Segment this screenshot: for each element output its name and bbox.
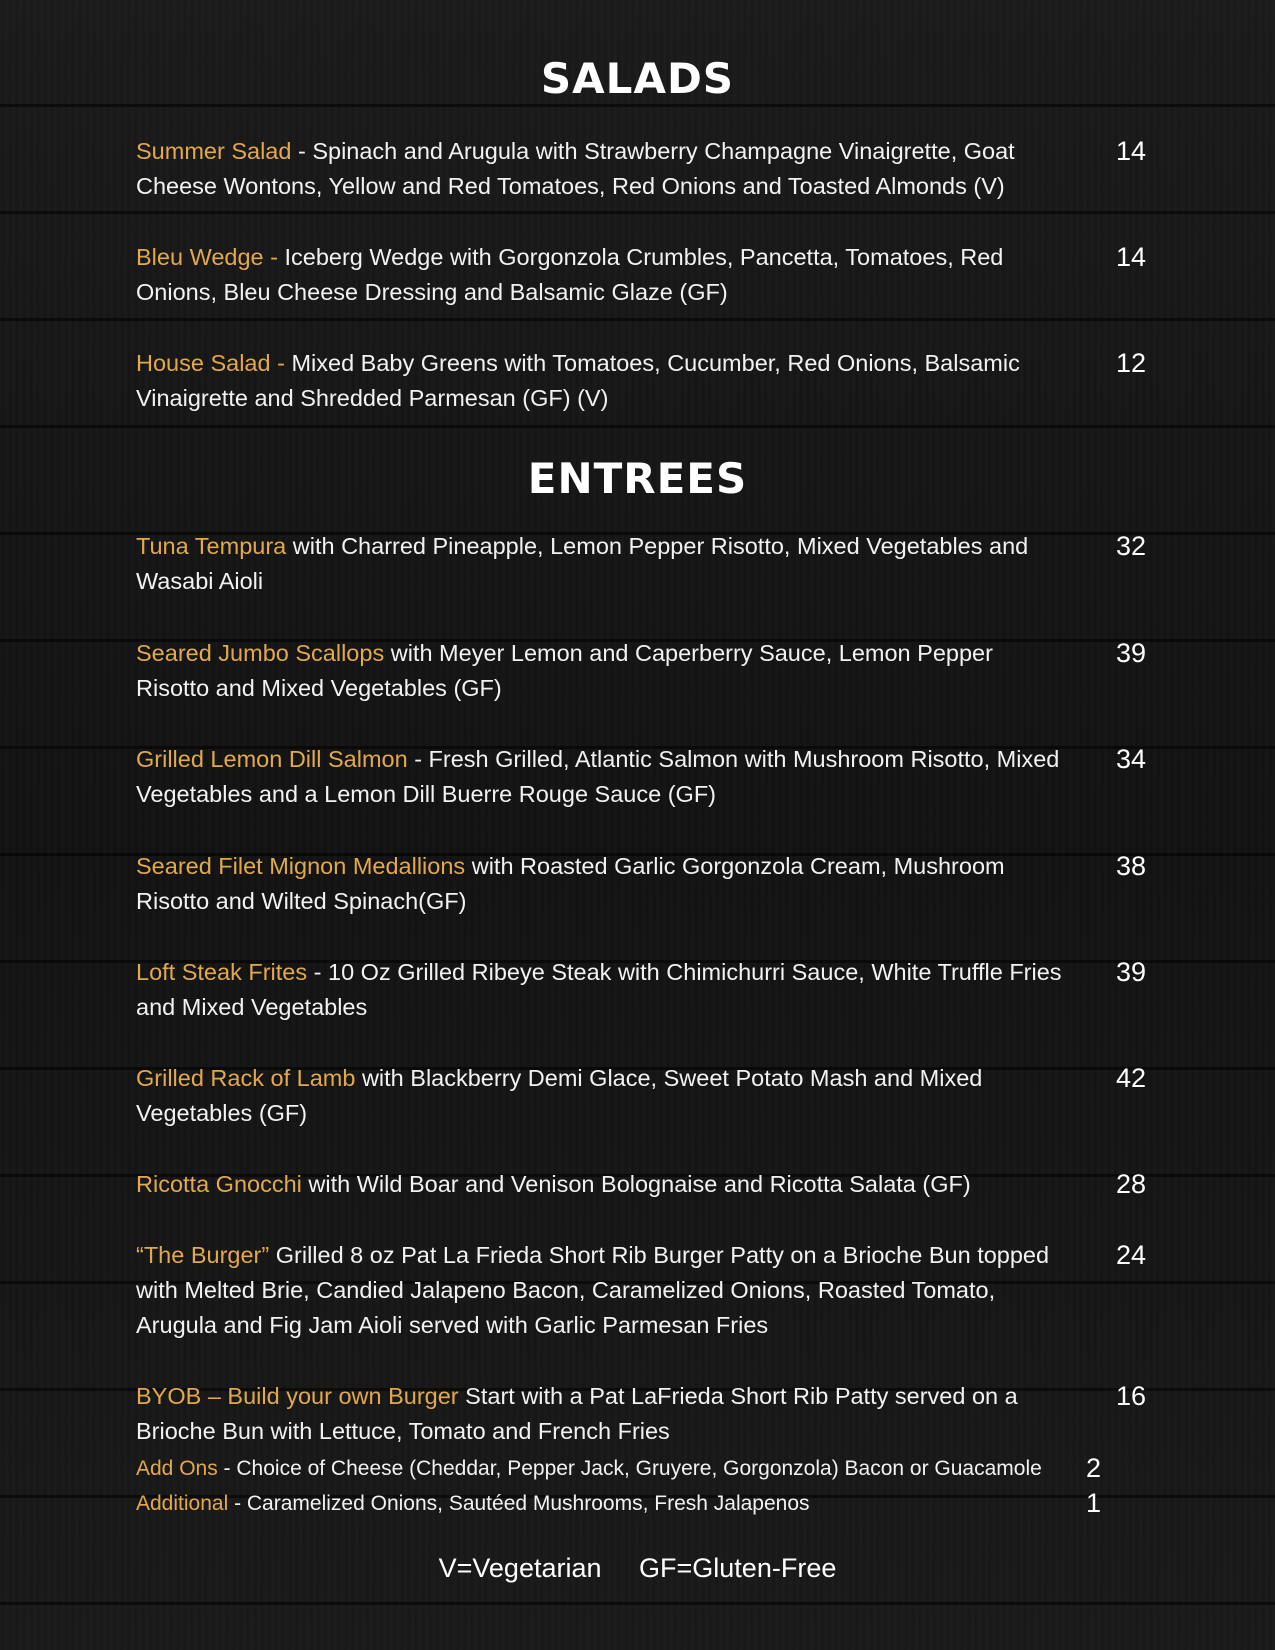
item-description: - Choice of Cheese (Cheddar, Pepper Jack, Gruyere, Gorgonzola) Bacon or Guacamole [217, 1457, 1042, 1480]
item-name: House Salad - [136, 350, 292, 376]
item-name: Grilled Lemon Dill Salmon [136, 746, 408, 772]
item-name: Ricotta Gnocchi [136, 1171, 302, 1197]
item-description: with Charred Pineapple, Lemon Pepper Risotto, Mixed Vegetables and Wasabi Aioli [136, 533, 1029, 594]
item-name: Add Ons [136, 1457, 218, 1480]
item-price: 24 [1115, 1240, 1146, 1270]
item-price: 32 [1115, 531, 1146, 561]
item-price: 39 [1115, 957, 1146, 987]
item-name: “The Burger” [136, 1242, 270, 1268]
item-description: - 10 Oz Grilled Ribeye Steak with Chimichurri Sauce, White Truffle Fries and Mixed Vegetables [136, 959, 1062, 1020]
dietary-legend [0, 1553, 1275, 1584]
item-name: Summer Salad [136, 138, 292, 164]
item-price: 39 [1115, 638, 1146, 668]
item-name: Grilled Rack of Lamb [136, 1065, 356, 1091]
item-description: - Spinach and Arugula with Strawberry Champagne Vinaigrette, Goat Cheese Wontons, Yellow and Red Tomatoes, Red Onions and Toasted Almonds (V) [136, 138, 1015, 199]
item-name: Bleu Wedge - [136, 244, 285, 270]
item-price: 16 [1115, 1381, 1146, 1411]
item-description: Mixed Baby Greens with Tomatoes, Cucumber, Red Onions, Balsamic Vinaigrette and Shredded Parmesan (GF) (V) [136, 350, 1020, 411]
item-description: Start with a Pat LaFrieda Short Rib Patty served on a Brioche Bun with Lettuce, Tomato and French Fries [136, 1383, 1018, 1444]
item-name: Tuna Tempura [136, 533, 287, 559]
item-description: Iceberg Wedge with Gorgonzola Crumbles, Pancetta, Tomatoes, Red Onions, Bleu Cheese Dressing and Balsamic Glaze (GF) [136, 244, 1004, 305]
item-name: Additional [136, 1492, 229, 1515]
item-description: with Wild Boar and Venison Bolognaise and Ricotta Salata (GF) [301, 1171, 971, 1197]
entrees-heading: ENTREES [527, 454, 748, 503]
item-price: 12 [1115, 348, 1146, 378]
item-name: Loft Steak Frites [136, 959, 308, 985]
item-description: - Fresh Grilled, Atlantic Salmon with Mushroom Risotto, Mixed Vegetables and a Lemon Dill Buerre Rouge Sauce (GF) [136, 746, 1060, 807]
item-description: Grilled 8 oz Pat La Frieda Short Rib Burger Patty on a Brioche Bun topped with Melted Brie, Candied Jalapeno Bacon, Caramelized Onions, Roasted Tomato, Arugula and Fig Jam Aioli served with Garlic Parmesan Fries [136, 1242, 1050, 1338]
item-description: with Roasted Garlic Gorgonzola Cream, Mushroom Risotto and Wilted Spinach(GF) [136, 853, 1005, 914]
salads-heading: SALADS [540, 54, 735, 103]
item-price: 38 [1115, 851, 1146, 881]
item-price: 14 [1115, 242, 1146, 272]
item-price: 34 [1115, 744, 1146, 774]
item-name: BYOB – Build your own Burger [136, 1383, 459, 1409]
item-description: - Caramelized Onions, Sautéed Mushrooms, Fresh Jalapenos [228, 1492, 810, 1515]
item-price: 2 [1086, 1453, 1102, 1483]
item-price: 1 [1086, 1488, 1102, 1518]
item-description: with Meyer Lemon and Caperberry Sauce, Lemon Pepper Risotto and Mixed Vegetables (GF) [136, 640, 993, 701]
item-price: 28 [1115, 1169, 1146, 1199]
item-name: Seared Filet Mignon Medallions [136, 853, 466, 879]
legend-gluten-free: GF=Gluten-Free [639, 1553, 837, 1583]
item-price: 14 [1115, 136, 1146, 166]
legend-vegetarian: V=Vegetarian [438, 1553, 602, 1583]
item-price: 42 [1115, 1063, 1146, 1093]
item-description: with Blackberry Demi Glace, Sweet Potato Mash and Mixed Vegetables (GF) [136, 1065, 983, 1126]
item-name: Seared Jumbo Scallops [136, 640, 385, 666]
